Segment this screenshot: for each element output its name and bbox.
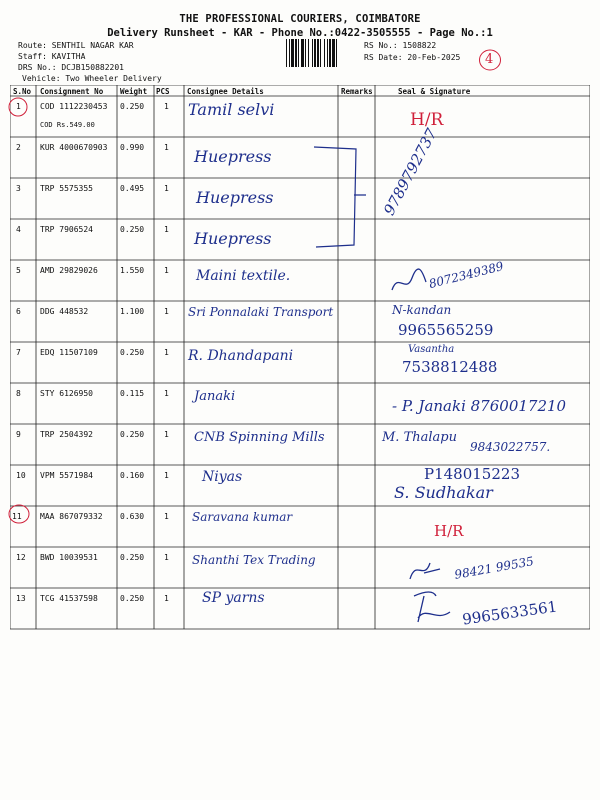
row-sno: 1: [16, 102, 21, 111]
row-consignment: KUR 4000670903: [40, 143, 108, 152]
row-consignment: TRP 7906524: [40, 225, 93, 234]
table-header-row: [10, 85, 590, 96]
row-weight: 1.550: [120, 266, 145, 275]
row-consignee: Shanthi Tex Trading: [192, 553, 316, 567]
table-row: [10, 547, 590, 588]
row-consignee: Saravana kumar: [192, 510, 293, 524]
row-consignment: EDQ 11507109: [40, 348, 98, 357]
table-row: [10, 301, 590, 342]
bracket-mark: [310, 145, 370, 255]
row-sno: 13: [16, 594, 26, 603]
row-consignee: Huepress: [196, 188, 274, 207]
signature-scribble: [404, 555, 444, 585]
col-sno: S.No: [13, 87, 32, 96]
row-consignee: SP yarns: [202, 590, 265, 606]
row-pcs: 1: [164, 512, 169, 521]
table-row: [10, 219, 590, 260]
row-consignee: Janaki: [194, 389, 236, 404]
table-row: [10, 342, 590, 383]
rs-number: RS No.: 1508822: [364, 41, 437, 50]
row-pcs: 1: [164, 430, 169, 439]
row-consignment: AMD 29829026: [40, 266, 98, 275]
row-seal: 9965633561: [461, 597, 559, 629]
row-consignment: TCG 41537598: [40, 594, 98, 603]
row-pcs: 1: [164, 143, 169, 152]
col-consignment: Consignment No: [40, 87, 104, 96]
row-weight: 0.990: [120, 143, 145, 152]
row-consignment: DDG 448532: [40, 307, 89, 316]
row-consignee: R. Dhandapani: [188, 348, 294, 364]
row-sno: 6: [16, 307, 21, 316]
row-seal: - P. Janaki 8760017210: [392, 397, 567, 415]
row-sno: 2: [16, 143, 21, 152]
table-row: [10, 465, 590, 506]
row-pcs: 1: [164, 184, 169, 193]
row-consignment: MAA 867079332: [40, 512, 103, 521]
row-sno: 12: [16, 553, 26, 562]
row-seal-phone: 9843022757.: [470, 440, 551, 454]
document-title: THE PROFESSIONAL COURIERS, COIMBATORE: [179, 13, 421, 25]
row-consignee: Maini textile.: [196, 268, 291, 284]
col-remarks: Remarks: [341, 87, 373, 96]
row-sno: 4: [16, 225, 21, 234]
row-consignee: Tamil selvi: [188, 100, 275, 119]
route-label: Route: SENTHIL NAGAR KAR: [18, 41, 134, 50]
row-pcs: 1: [164, 102, 169, 111]
col-pcs: PCS: [156, 87, 170, 96]
row-seal: N-kandan: [392, 303, 452, 317]
row-seal-phone: 7538812488: [402, 358, 498, 376]
col-seal: Seal & Signature: [398, 87, 471, 96]
runsheet-table: [10, 85, 590, 645]
row-seal: 98421 99535: [453, 554, 535, 582]
row-weight: 1.100: [120, 307, 145, 316]
rs-mark-text: 4: [485, 52, 494, 67]
row-pcs: 1: [164, 471, 169, 480]
rs-date: RS Date: 20-Feb-2025: [364, 53, 461, 62]
table-row: [10, 260, 590, 301]
signature-scribble: [406, 588, 456, 628]
row-seal: P148015223: [424, 465, 520, 483]
row-weight: 0.495: [120, 184, 145, 193]
rs-circled-mark: [478, 48, 502, 72]
row-weight: 0.250: [120, 430, 145, 439]
document-subtitle: Delivery Runsheet - KAR - Phone No.:0422-3505555 - Page No.:1: [107, 27, 493, 39]
row-pcs: 1: [164, 266, 169, 275]
row-sno: 3: [16, 184, 21, 193]
row-weight: 0.250: [120, 348, 145, 357]
row-consignee: Huepress: [194, 147, 272, 166]
row-seal-name: S. Sudhakar: [394, 483, 493, 502]
col-consignee: Consignee Details: [187, 87, 264, 96]
row-weight: 0.250: [120, 225, 145, 234]
row-pcs: 1: [164, 225, 169, 234]
row-consignment: TRP 5575355: [40, 184, 93, 193]
row-sno: 8: [16, 389, 21, 398]
table-row: [10, 178, 590, 219]
table-row: [10, 588, 590, 629]
row-seal: H/R: [410, 110, 444, 130]
row-consignee: Huepress: [194, 229, 272, 248]
row-consignee: CNB Spinning Mills: [194, 430, 325, 445]
bracket-phone-note: 9789792737: [380, 125, 441, 219]
row-weight: 0.115: [120, 389, 145, 398]
vehicle-label: Vehicle: Two Wheeler Delivery: [22, 74, 162, 83]
staff-label: Staff: KAVITHA: [18, 52, 86, 61]
row-weight: 0.630: [120, 512, 145, 521]
barcode-image: [286, 39, 354, 67]
table-row: [10, 424, 590, 465]
row-consignee: Sri Ponnalaki Transport: [188, 305, 334, 319]
row-weight: 0.250: [120, 553, 145, 562]
row-seal: M. Thalapu: [382, 430, 457, 445]
row-weight: 0.160: [120, 471, 145, 480]
row-consignment: BWD 10039531: [40, 553, 98, 562]
row-seal: 8072349389: [427, 258, 505, 292]
row-weight: 0.250: [120, 594, 145, 603]
row-sno: 7: [16, 348, 21, 357]
signature-scribble: [388, 266, 428, 296]
row-consignment: COD 1112230453: [40, 102, 108, 111]
row-consignment: VPM 5571984: [40, 471, 93, 480]
table-row: [10, 137, 590, 178]
col-weight: Weight: [120, 87, 148, 96]
row-seal: H/R: [434, 522, 464, 540]
row-pcs: 1: [164, 553, 169, 562]
row-weight: 0.250: [120, 102, 145, 111]
table-row: [10, 506, 590, 547]
row-sno: 9: [16, 430, 21, 439]
row-seal: Vasantha: [408, 344, 455, 355]
row-sno: 10: [16, 471, 26, 480]
row-consignment: STY 6126950: [40, 389, 93, 398]
row-consignment: TRP 2504392: [40, 430, 93, 439]
row-sno: 5: [16, 266, 21, 275]
drs-number: DRS No.: DCJB150882201: [18, 63, 124, 72]
row-pcs: 1: [164, 307, 169, 316]
table-row: [10, 383, 590, 424]
row-pcs: 1: [164, 348, 169, 357]
table-row: [10, 96, 590, 137]
row-cod-amount: COD Rs.549.00: [40, 121, 95, 129]
row-sno: 11: [12, 512, 22, 521]
row-pcs: 1: [164, 389, 169, 398]
row-consignee: Niyas: [202, 469, 243, 485]
row-seal-phone: 9965565259: [398, 321, 494, 339]
row-pcs: 1: [164, 594, 169, 603]
